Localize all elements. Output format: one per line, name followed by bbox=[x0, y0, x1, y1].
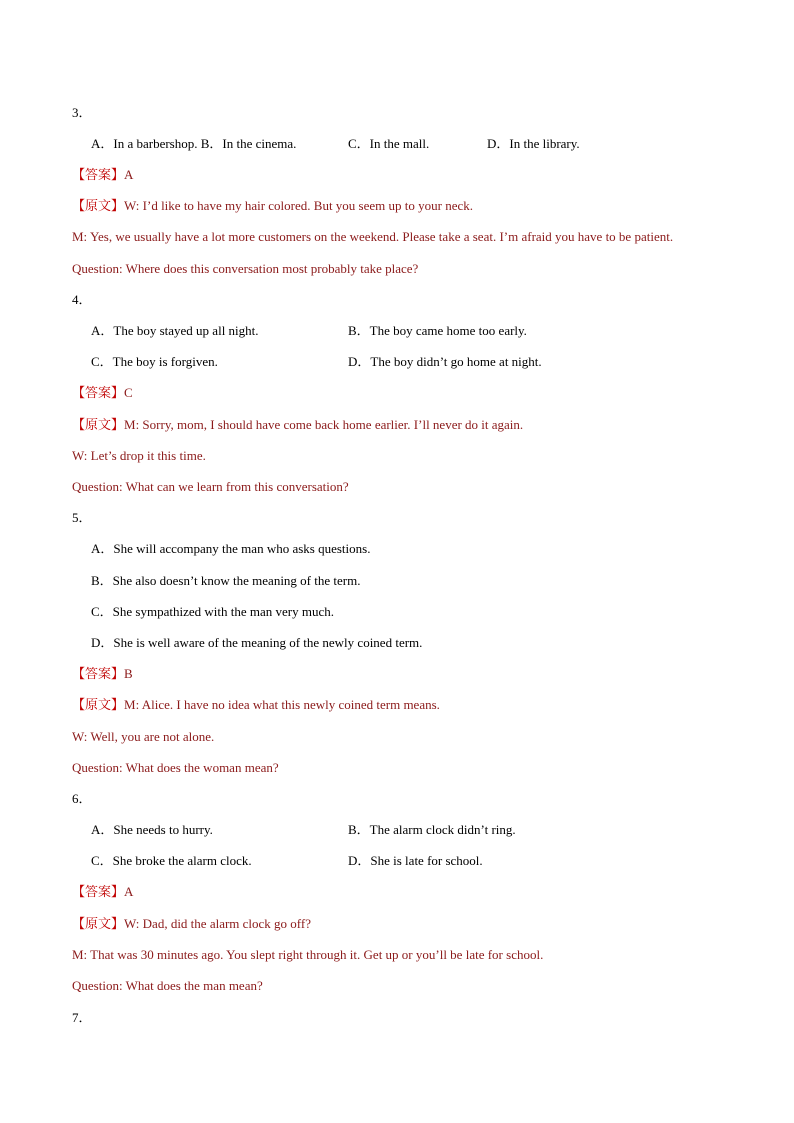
option-a: A．She will accompany the man who asks questions. bbox=[91, 541, 371, 556]
answer-line bbox=[72, 385, 133, 401]
option-a: A．She needs to hurry. bbox=[91, 822, 213, 837]
answer-value: A bbox=[124, 167, 134, 182]
answer-tag: 【答案】 bbox=[72, 884, 125, 899]
transcript-text: M: Alice. I have no idea what this newly coined term means. bbox=[124, 697, 440, 712]
transcript-line bbox=[72, 198, 473, 214]
option-d: D．In the library. bbox=[487, 136, 580, 151]
option-a: A．The boy stayed up all night. bbox=[91, 323, 259, 338]
option-a-b: A．In a barbershop. B．In the cinema. bbox=[91, 136, 297, 151]
transcript-line bbox=[72, 417, 523, 433]
answer-value: B bbox=[124, 666, 133, 681]
transcript-question: Question: What does the man mean? bbox=[72, 978, 263, 993]
option-c: C．She sympathized with the man very much. bbox=[91, 604, 334, 619]
answer-tag: 【答案】 bbox=[72, 666, 125, 681]
option-b: B．The alarm clock didn’t ring. bbox=[348, 822, 516, 837]
transcript-text: M: Yes, we usually have a lot more customers on the weekend. Please take a seat. I’m afraid you have to be patient. bbox=[72, 229, 674, 244]
question-number: 6． bbox=[72, 791, 92, 806]
question-number: 5． bbox=[72, 510, 92, 525]
transcript-question: Question: What does the woman mean? bbox=[72, 760, 279, 775]
answer-line bbox=[72, 666, 133, 682]
option-d: D．She is late for school. bbox=[348, 853, 483, 868]
option-c: C．In the mall. bbox=[348, 136, 430, 151]
answer-tag: 【答案】 bbox=[72, 167, 125, 182]
transcript-question: Question: What can we learn from this conversation? bbox=[72, 479, 349, 494]
question-number: 7． bbox=[72, 1010, 92, 1025]
transcript-tag: 【原文】 bbox=[72, 417, 125, 432]
answer-line bbox=[72, 167, 133, 183]
transcript-text: W: Let’s drop it this time. bbox=[72, 448, 206, 463]
option-c: C．She broke the alarm clock. bbox=[91, 853, 252, 868]
transcript-text: M: That was 30 minutes ago. You slept right through it. Get up or you’ll be late for school. bbox=[72, 947, 544, 962]
transcript-text: M: Sorry, mom, I should have come back home earlier. I’ll never do it again. bbox=[124, 417, 524, 432]
option-b: B．The boy came home too early. bbox=[348, 323, 527, 338]
answer-value: A bbox=[124, 884, 134, 899]
option-c: C．The boy is forgiven. bbox=[91, 354, 218, 369]
transcript-text: W: Dad, did the alarm clock go off? bbox=[124, 916, 312, 931]
transcript-text: W: Well, you are not alone. bbox=[72, 729, 215, 744]
option-b: B．She also doesn’t know the meaning of the term. bbox=[91, 573, 361, 588]
transcript-tag: 【原文】 bbox=[72, 198, 125, 213]
question-number: 4． bbox=[72, 292, 92, 307]
transcript-tag: 【原文】 bbox=[72, 916, 125, 931]
transcript-tag: 【原文】 bbox=[72, 697, 125, 712]
option-d: D．She is well aware of the meaning of the newly coined term. bbox=[91, 635, 423, 650]
transcript-question: Question: Where does this conversation most probably take place? bbox=[72, 261, 419, 276]
transcript-line bbox=[72, 916, 311, 932]
question-number: 3． bbox=[72, 105, 92, 120]
transcript-line bbox=[72, 697, 440, 713]
answer-line bbox=[72, 884, 133, 900]
option-d: D．The boy didn’t go home at night. bbox=[348, 354, 542, 369]
answer-value: C bbox=[124, 385, 133, 400]
transcript-text: W: I’d like to have my hair colored. But you seem up to your neck. bbox=[124, 198, 473, 213]
answer-tag: 【答案】 bbox=[72, 385, 125, 400]
